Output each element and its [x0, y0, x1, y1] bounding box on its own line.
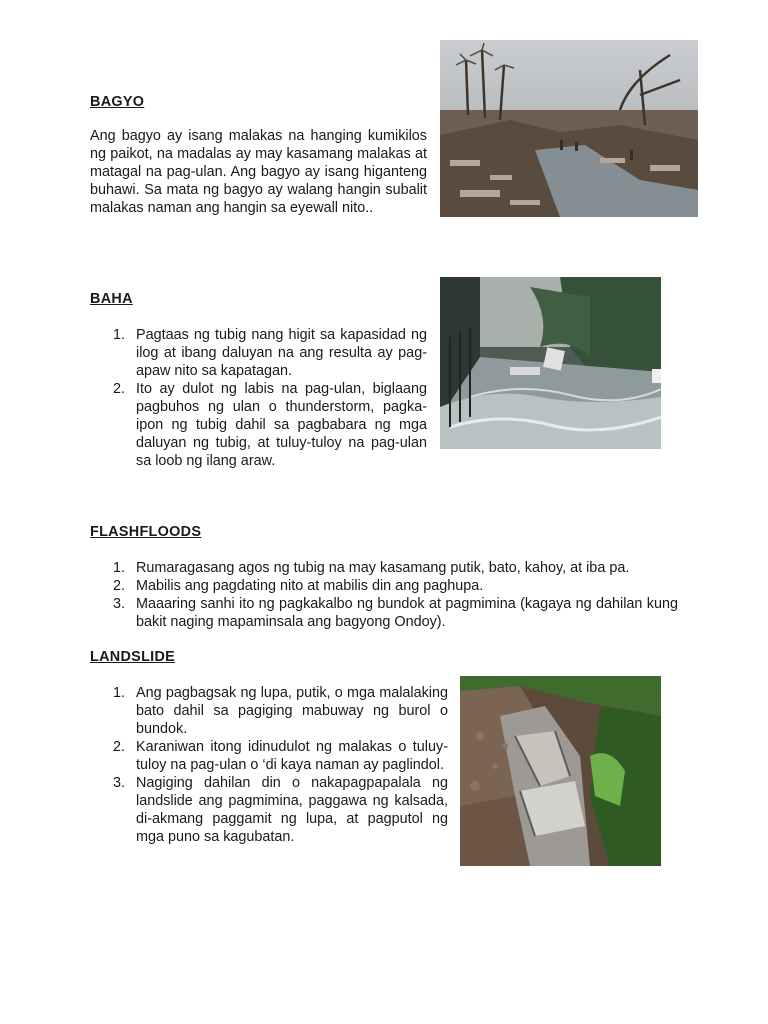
heading-baha: BAHA	[90, 291, 133, 307]
paragraph-bagyo: Ang bagyo ay isang malakas na hanging kumikilos ng paikot, na madalas ay may kasamang malakas at matagal na pag-ulan. Ang bagyo ay isang higanteng buhawi. Sa mata ng bagyo ay walang hangin subalit malakas naman ang hangin sa eyewall nito..	[90, 128, 427, 216]
landslide-photo	[460, 676, 661, 866]
list-item	[90, 595, 678, 631]
list-item-number: 1.	[113, 560, 126, 576]
heading-landslide: LANDSLIDE	[90, 649, 176, 665]
list-item-number: 2.	[113, 739, 126, 755]
list-item-number: 1.	[113, 327, 126, 343]
list-item-text: Maaaring sanhi ito ng pagkakalbo ng bundok at pagmimina (kagaya ng dahilan kung bakit naging mapaminsala ang bagyong Ondoy).	[136, 596, 678, 630]
heading-bagyo: BAGYO	[90, 94, 145, 110]
list-item-text: Ang pagbagsak ng lupa, putik, o mga malalaking bato dahil sa pagiging mabuway ng burol o bundok.	[136, 685, 448, 737]
list-item	[90, 326, 427, 380]
list-item-number: 3.	[113, 775, 126, 791]
list-item	[90, 684, 448, 738]
list-item-number: 2.	[113, 578, 126, 594]
list-item-number: 2.	[113, 381, 126, 397]
list-item-text: Ito ay dulot ng labis na pag-ulan, biglaang pagbuhos ng ulan o thunderstorm, pagka-ipon ng tubig dahil sa pagbabara ng mga daluyan ng tubig, at tuluy-tuloy na pag-ulan sa loob ng ilang araw.	[136, 381, 427, 469]
list-landslide	[90, 684, 448, 846]
list-item-text: Mabilis ang pagdating nito at mabilis din ang paghupa.	[136, 578, 484, 594]
list-item-text: Pagtaas ng tubig nang higit sa kapasidad ng ilog at ibang daluyan na ang resulta ay pag-apaw nito sa kapatagan.	[136, 327, 427, 379]
list-baha	[90, 326, 427, 470]
flood-photo	[440, 277, 661, 449]
list-item	[90, 577, 678, 595]
list-item	[90, 559, 678, 577]
typhoon-damage-photo	[440, 40, 698, 217]
list-item-number: 1.	[113, 685, 126, 701]
list-item	[90, 380, 427, 470]
list-item	[90, 738, 448, 774]
list-item-text: Rumaragasang agos ng tubig na may kasamang putik, bato, kahoy, at iba pa.	[136, 560, 630, 576]
list-item-number: 3.	[113, 596, 126, 612]
heading-flashfloods: FLASHFLOODS	[90, 524, 202, 540]
list-flashfloods	[90, 559, 678, 631]
list-item-text: Karaniwan itong idinudulot ng malakas o tuluy-tuloy na pag-ulan o ‘di kaya naman ay paglindol.	[136, 739, 448, 773]
list-item-text: Nagiging dahilan din o nakapagpapalala ng landslide ang pagmimina, paggawa ng kalsada, di-akmang paggamit ng lupa, at pagputol ng mga puno sa kagubatan.	[136, 775, 448, 845]
list-item	[90, 774, 448, 846]
